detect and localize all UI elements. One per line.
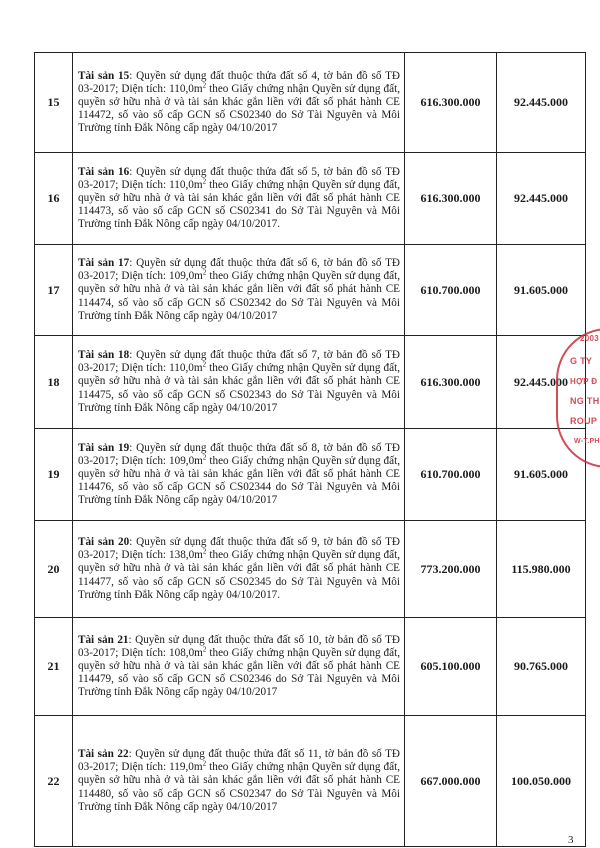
asset-label: Tài sản 20 (78, 536, 130, 549)
starting-price: 616.300.000 (405, 153, 497, 245)
description-text: : Quyền sử dụng đất thuộc thửa đất số 8, tờ bản đồ số TĐ 03-2017; Diện tích: 109,0m (78, 441, 400, 467)
asset-label: Tài sản 19 (78, 441, 130, 454)
table-row (35, 53, 586, 153)
asset-table (34, 52, 586, 847)
area-unit-superscript: 2 (202, 81, 207, 90)
table-row (35, 429, 586, 521)
deposit-amount: 115.980.000 (497, 521, 586, 618)
description-text: theo Giấy chứng nhận Quyền sử dụng đất, quyền sở hữu nhà ở và tài sản khác gắn liền với đất số phát hành CE 114477, số vào số cấp GCN số CS02345 do Sở Tài Nguyên và Môi Trường tỉnh Đắk Nông cấp ngày 04/10/2017. (78, 549, 400, 601)
deposit-amount: 92.445.000 (497, 153, 586, 245)
asset-label: Tài sản 21 (78, 633, 129, 646)
asset-label: Tài sản 17 (78, 257, 130, 270)
area-unit-superscript: 2 (202, 645, 207, 654)
starting-price: 610.700.000 (405, 245, 497, 336)
description-text: : Quyền sử dụng đất thuộc thửa đất số 10, tờ bản đồ số TĐ 03-2017; Diện tích: 108,0m (78, 633, 400, 659)
deposit-amount: 90.765.000 (497, 618, 586, 716)
starting-price: 605.100.000 (405, 618, 497, 716)
area-unit-superscript: 2 (202, 547, 207, 556)
stamp-line: 2003 (580, 334, 599, 343)
description-text: theo Giấy chứng nhận Quyền sử dụng đất, quyền sở hữu nhà ở và tài sản khác gắn liền với đất số phát hành CE 114476, số vào số cấp GCN số CS02344 do Sở Tài Nguyên và Môi Trường tỉnh Đắk Nông cấp ngày 04/10/2017 (78, 454, 400, 507)
deposit-amount: 91.605.000 (497, 245, 586, 336)
row-number: 20 (35, 521, 73, 618)
deposit-amount: 92.445.000 (497, 336, 586, 429)
table-row (35, 521, 586, 618)
asset-label: Tài sản 22 (78, 748, 129, 761)
starting-price: 667.000.000 (405, 716, 497, 847)
description-text: : Quyền sử dụng đất thuộc thửa đất số 6, tờ bản đồ số TĐ 03-2017; Diện tích: 109,0m (78, 257, 400, 283)
asset-description (73, 429, 405, 521)
asset-description (73, 245, 405, 336)
description-text: : Quyền sử dụng đất thuộc thửa đất số 9, tờ bản đồ số TĐ 03-2017; Diện tích: 138,0m (78, 536, 400, 562)
table-row (35, 618, 586, 716)
stamp-line: HỢP Đ (570, 377, 598, 386)
asset-description (73, 618, 405, 716)
description-text: theo Giấy chứng nhận Quyền sử dụng đất, quyền sở hữu nhà ở và tài sản khác gắn liền với đất số phát hành CE 114473, số vào số cấp GCN số CS02341 do Sở Tài Nguyên và Môi Trường tỉnh Đắk Nông cấp ngày 04/10/2017. (78, 178, 400, 231)
deposit-amount: 100.050.000 (497, 716, 586, 847)
area-unit-superscript: 2 (202, 360, 207, 369)
asset-label: Tài sản 15 (78, 69, 130, 82)
asset-description (73, 336, 405, 429)
page-number: 3 (568, 834, 574, 846)
row-number: 15 (35, 53, 73, 153)
table-row (35, 245, 586, 336)
description-text: theo Giấy chứng nhận Quyền sử dụng đất, quyền sở hữu nhà ở và tài sản khác gắn liền với đất số phát hành CE 114472, số vào số cấp GCN số CS02340 do Sở Tài Nguyên và Môi Trường tỉnh Đắk Nông cấp ngày 04/10/2017 (78, 82, 400, 135)
starting-price: 616.300.000 (405, 336, 497, 429)
row-number: 22 (35, 716, 73, 847)
row-number: 17 (35, 245, 73, 336)
description-text: theo Giấy chứng nhận Quyền sử dụng đất, quyền sở hữu nhà ở và tài sản khác gắn liền với đất số phát hành CE 114475, số vào số cấp GCN số CS02343 do Sở Tài Nguyên và Môi Trường tỉnh Đắk Nông cấp ngày 04/10/2017 (78, 362, 400, 414)
area-unit-superscript: 2 (202, 268, 207, 277)
description-text: theo Giấy chứng nhận Quyền sử dụng đất, quyền sở hữu nhà ở và tài sản khác gắn liền với đất số phát hành CE 114480, số vào số cấp GCN số CS02347 do Sở Tài Nguyên và Môi Trường tỉnh Đắk Nông cấp ngày 04/10/2017 (78, 761, 400, 813)
stamp-line: ROUP (570, 416, 598, 426)
stamp-line: W-T.PH (574, 438, 600, 445)
starting-price: 616.300.000 (405, 53, 497, 153)
description-text: : Quyền sử dụng đất thuộc thửa đất số 5, tờ bản đồ số TĐ 03-2017; Diện tích: 110,0m (78, 165, 400, 191)
asset-description (73, 53, 405, 153)
description-text: theo Giấy chứng nhận Quyền sử dụng đất, quyền sở hữu nhà ở và tài sản khác gắn liền với đất số phát hành CE 114474, số vào số cấp GCN số CS02342 do Sở Tài Nguyên và Môi Trường tỉnh Đắk Nông cấp ngày 04/10/2017 (78, 270, 400, 322)
description-text: : Quyền sử dụng đất thuộc thửa đất số 4, tờ bản đồ số TĐ 03-2017; Diện tích: 110,0m (78, 69, 400, 95)
asset-description (73, 153, 405, 245)
starting-price: 610.700.000 (405, 429, 497, 521)
description-text: : Quyền sử dụng đất thuộc thửa đất số 11, tờ bản đồ số TĐ 03-2017; Diện tích: 119,0m (78, 748, 400, 774)
area-unit-superscript: 2 (202, 759, 207, 768)
asset-label: Tài sản 16 (78, 165, 130, 178)
area-unit-superscript: 2 (202, 177, 207, 186)
row-number: 19 (35, 429, 73, 521)
stamp-line: NG TH (570, 396, 600, 406)
deposit-amount: 92.445.000 (497, 53, 586, 153)
asset-description (73, 716, 405, 847)
description-text: : Quyền sử dụng đất thuộc thửa đất số 7, tờ bản đồ số TĐ 03-2017; Diện tích: 110,0m (78, 349, 400, 375)
table-row (35, 336, 586, 429)
deposit-amount: 91.605.000 (497, 429, 586, 521)
row-number: 21 (35, 618, 73, 716)
stamp-line: G TY (570, 356, 593, 366)
row-number: 16 (35, 153, 73, 245)
table-row (35, 716, 586, 847)
area-unit-superscript: 2 (202, 453, 207, 462)
starting-price: 773.200.000 (405, 521, 497, 618)
asset-label: Tài sản 18 (78, 349, 130, 362)
description-text: theo Giấy chứng nhận Quyền sử dụng đất, quyền sở hữu nhà ở và tài sản khác gắn liền với đất số phát hành CE 114479, số vào số cấp GCN số CS02346 do Sở Tài Nguyên và Môi Trường tỉnh Đắk Nông cấp ngày 04/10/2017 (78, 646, 400, 699)
row-number: 18 (35, 336, 73, 429)
table-row (35, 153, 586, 245)
asset-description (73, 521, 405, 618)
